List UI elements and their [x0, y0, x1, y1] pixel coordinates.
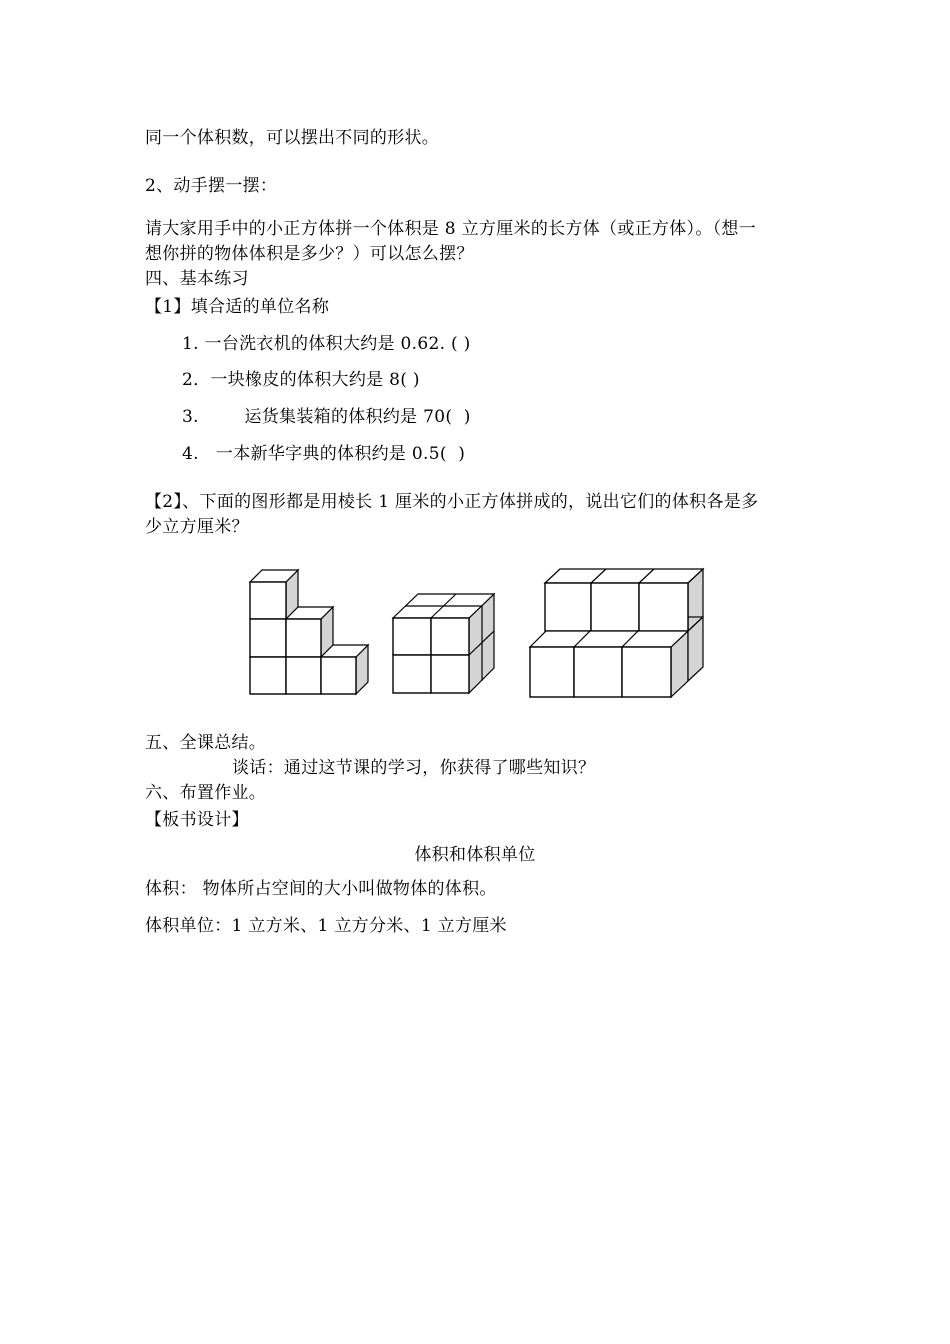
volume-units: 体积单位：1 立方米、1 立方分米、1 立方厘米	[145, 916, 507, 936]
exercise-1-item: 1. 一台洗衣机的体积大约是 0.62. ( )	[182, 334, 471, 354]
cube-figure-3	[530, 569, 703, 697]
exercise-1-title: 【1】填合适的单位名称	[145, 297, 330, 317]
exercise-2-line-2: 少立方厘米？	[145, 517, 249, 537]
cube-figure-2	[393, 594, 494, 693]
section-heading-6: 六、布置作业。	[145, 783, 267, 803]
exercise-1-item: 2．一块橡皮的体积大约是 8( )	[182, 370, 420, 390]
talk-line: 谈话：通过这节课的学习，你获得了哪些知识？	[232, 758, 596, 778]
step-heading: 2、动手摆一摆：	[145, 176, 278, 196]
text-line: 同一个体积数，可以摆出不同的形状。	[145, 128, 440, 148]
exercise-2-line-1: 【2】、下面的图形都是用棱长 1 厘米的小正方体拼成的，说出它们的体积各是多	[145, 492, 759, 512]
exercise-1-item: 3. 运货集装箱的体积约是 70( )	[182, 407, 471, 427]
exercise-1-item: 4. 一本新华字典的体积约是 0.5( )	[182, 444, 466, 464]
cube-figure-1	[250, 570, 368, 694]
board-design-heading: 【板书设计】	[145, 810, 249, 830]
instruction-line-2: 想你拼的物体体积是多少？）可以怎么摆？	[145, 244, 474, 264]
section-heading-4: 四、基本练习	[145, 269, 249, 289]
instruction-line-1: 请大家用手中的小正方体拼一个体积是 8 立方厘米的长方体（或正方体）。（想一	[145, 219, 757, 239]
volume-definition: 体积： 物体所占空间的大小叫做物体的体积。	[145, 879, 497, 899]
board-title: 体积和体积单位	[414, 845, 536, 865]
section-heading-5: 五、全课总结。	[145, 733, 267, 753]
